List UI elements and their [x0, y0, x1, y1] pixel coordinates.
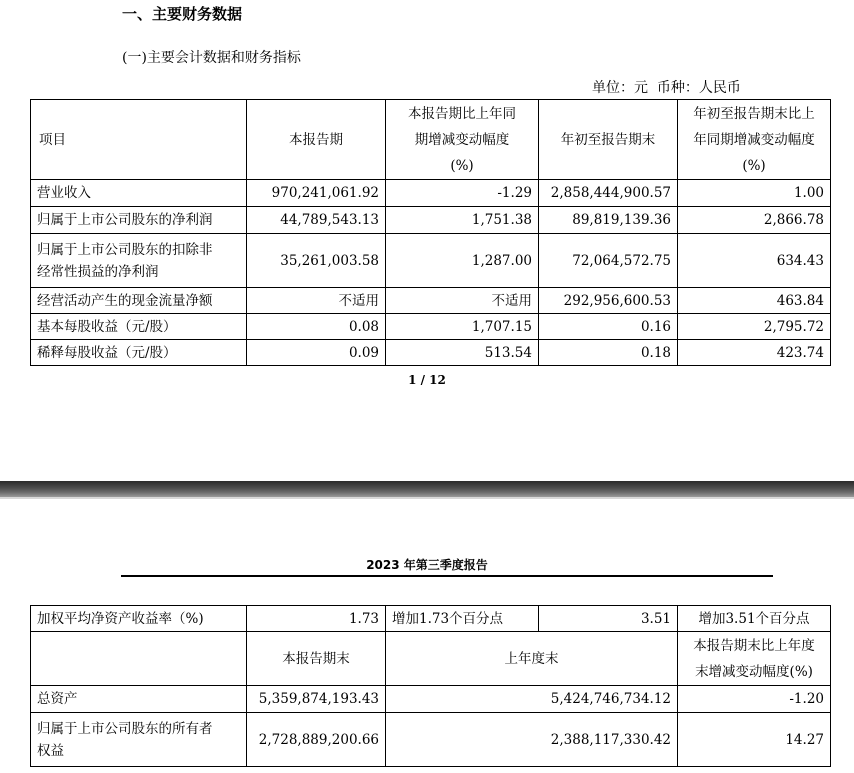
row-label: 加权平均净资产收益率（%) — [31, 606, 247, 632]
cell-value: 2,795.72 — [678, 314, 831, 340]
cell-value: 2,388,117,330.42 — [386, 713, 678, 767]
header-cell: 年初至报告期末 — [539, 100, 678, 180]
table-row — [31, 180, 831, 207]
table-header-row — [31, 632, 831, 686]
row-label: 经营活动产生的现金流量净额 — [31, 288, 247, 314]
cell-value: 不适用 — [247, 288, 386, 314]
table-row — [31, 686, 831, 713]
cell-value: 1.00 — [678, 180, 831, 207]
header-cell: 本报告期末比上年度 末增减变动幅度(%) — [678, 632, 831, 686]
unit-currency-line: 单位：元 币种：人民币 — [592, 80, 741, 96]
cell-value: 1,287.00 — [386, 234, 539, 288]
row-label: 基本每股收益（元/股） — [31, 314, 247, 340]
table-row — [31, 207, 831, 234]
cell-value: 89,819,139.36 — [539, 207, 678, 234]
cell-value: 72,064,572.75 — [539, 234, 678, 288]
cell-value: 35,261,003.58 — [247, 234, 386, 288]
cell-value: 5,359,874,193.43 — [247, 686, 386, 713]
row-label: 归属于上市公司股东的所有者 权益 — [31, 713, 247, 767]
cell-value: 1,751.38 — [386, 207, 539, 234]
table-row — [31, 713, 831, 767]
subsection-heading: (一)主要会计数据和财务指标 — [122, 50, 301, 66]
row-label: 稀释每股收益（元/股） — [31, 340, 247, 366]
cell-value: 0.09 — [247, 340, 386, 366]
cell-value: 44,789,543.13 — [247, 207, 386, 234]
cell-value: -1.20 — [678, 686, 831, 713]
title-rule — [121, 575, 773, 577]
cell-value: 292,956,600.53 — [539, 288, 678, 314]
cell-value: 1,707.15 — [386, 314, 539, 340]
table-row — [31, 288, 831, 314]
header-cell — [31, 632, 247, 686]
page-number: 1 / 12 — [408, 373, 446, 387]
cell-value: 634.43 — [678, 234, 831, 288]
header-cell: 上年度末 — [386, 632, 678, 686]
cell-value: 0.16 — [539, 314, 678, 340]
row-label: 归属于上市公司股东的净利润 — [31, 207, 247, 234]
header-cell: 本报告期 — [247, 100, 386, 180]
cell-value: 3.51 — [539, 606, 678, 632]
cell-value: -1.29 — [386, 180, 539, 207]
financial-data-table — [30, 99, 831, 366]
table-header-row — [31, 100, 831, 180]
row-label: 归属于上市公司股东的扣除非 经常性损益的净利润 — [31, 234, 247, 288]
cell-value: 2,858,444,900.57 — [539, 180, 678, 207]
cell-value: 14.27 — [678, 713, 831, 767]
cell-value: 423.74 — [678, 340, 831, 366]
table-row — [31, 606, 831, 632]
balance-table — [30, 605, 831, 767]
table-row — [31, 234, 831, 288]
row-label: 总资产 — [31, 686, 247, 713]
cell-value: 5,424,746,734.12 — [386, 686, 678, 713]
cell-value: 2,728,889,200.66 — [247, 713, 386, 767]
table-row — [31, 340, 831, 366]
header-cell: 本报告期比上年同 期增减变动幅度 (%) — [386, 100, 539, 180]
cell-value: 970,241,061.92 — [247, 180, 386, 207]
cell-value: 0.18 — [539, 340, 678, 366]
section-heading: 一、主要财务数据 — [122, 5, 243, 23]
table-row — [31, 314, 831, 340]
page-separator-shadow — [0, 497, 854, 499]
cell-value: 513.54 — [386, 340, 539, 366]
cell-value: 1.73 — [247, 606, 386, 632]
row-label: 营业收入 — [31, 180, 247, 207]
cell-value: 463.84 — [678, 288, 831, 314]
header-cell: 项目 — [31, 100, 247, 180]
header-cell: 本报告期末 — [247, 632, 386, 686]
report-title: 2023 年第三季度报告 — [366, 558, 488, 572]
cell-value: 增加1.73个百分点 — [386, 606, 539, 632]
cell-value: 增加3.51个百分点 — [678, 606, 831, 632]
cell-value: 不适用 — [386, 288, 539, 314]
header-cell: 年初至报告期末比上 年同期增减变动幅度 (%) — [678, 100, 831, 180]
cell-value: 2,866.78 — [678, 207, 831, 234]
page-separator — [0, 481, 854, 497]
cell-value: 0.08 — [247, 314, 386, 340]
